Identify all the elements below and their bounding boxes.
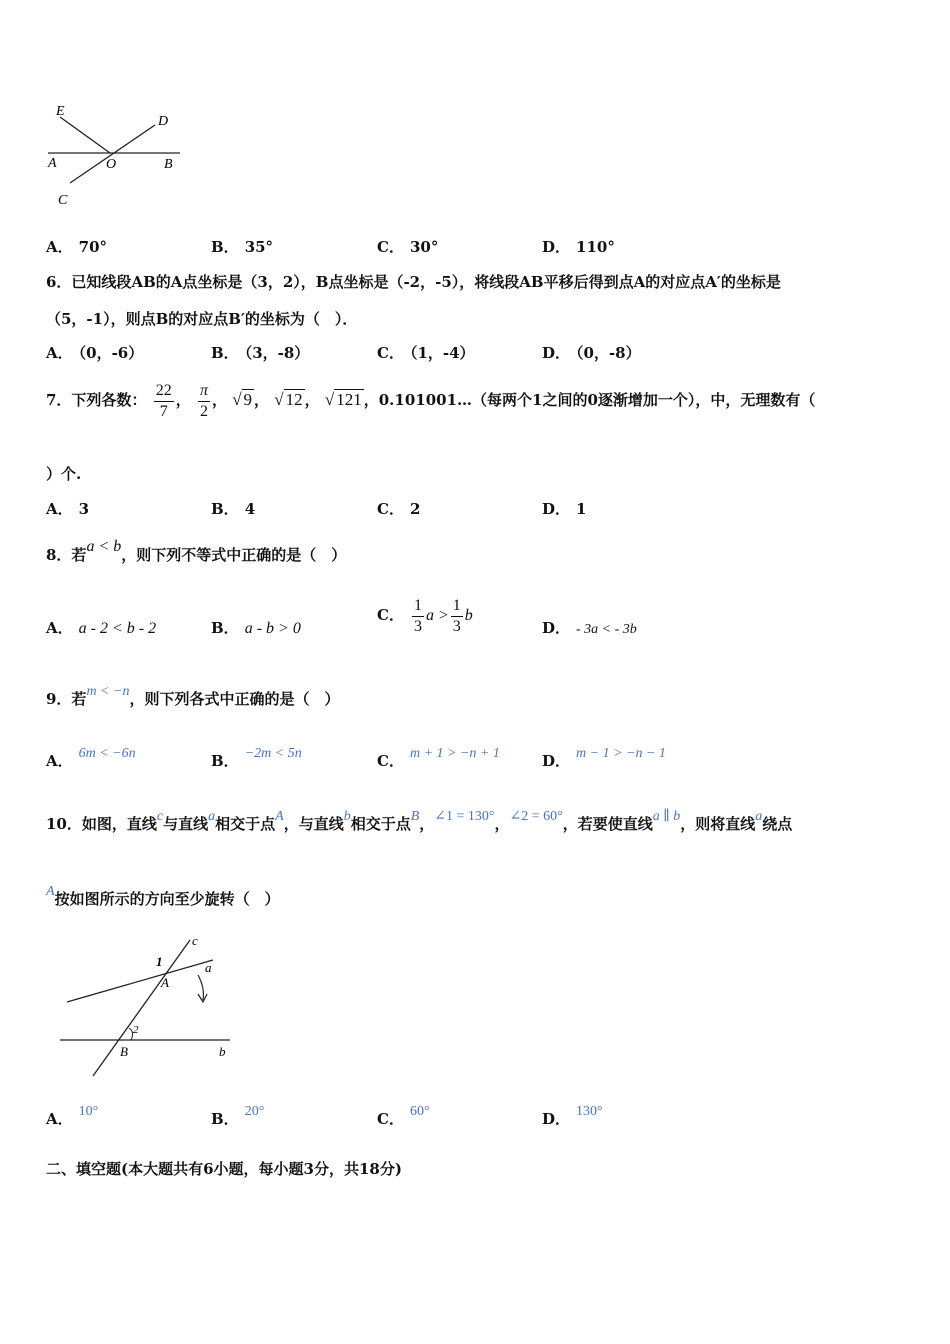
q7-option-c[interactable]: C． 2 [377, 500, 421, 518]
label-b: b [219, 1044, 226, 1059]
label-A: A [161, 975, 169, 990]
label-e: E [56, 104, 65, 119]
q6-option-b[interactable]: B． （3，-8） [211, 344, 310, 362]
q7-option-a[interactable]: A． 3 [46, 500, 90, 518]
sqrt-121: √ 121 [324, 390, 362, 409]
q9-option-d[interactable]: D． m − 1 > −n − 1 [542, 746, 666, 770]
section-2-heading: 二、填空题(本大题共有6小题，每小题3分，共18分) [46, 1160, 402, 1178]
q10-option-b[interactable]: B． 20° [211, 1104, 265, 1128]
q6-stem-line2: （5，-1），则点B的对应点B′的坐标为（ ）． [46, 310, 358, 328]
q10-stem-line2: A按如图所示的方向至少旋转（ ） [46, 884, 280, 908]
q8-condition: a < b [86, 538, 122, 555]
q10-figure [55, 930, 235, 1085]
q8-option-a[interactable]: A． a - 2 < b - 2 [46, 619, 157, 637]
q8-option-d[interactable]: D． - 3a < - 3b [542, 619, 637, 637]
q9-option-b[interactable]: B． −2m < 5n [211, 746, 302, 770]
rotation-arrowhead [198, 994, 207, 1002]
q7-option-b[interactable]: B． 4 [211, 500, 256, 518]
label-c: c [192, 933, 198, 948]
q8-option-c[interactable]: C． $\frac{1}{3}$ a > $\frac{1}{3}$ b [377, 596, 473, 635]
q8-stem: 8．若a < b，则下列不等式中正确的是（ ） [46, 538, 347, 564]
sqrt-9: √ 9 [232, 390, 253, 409]
label-c: C [58, 193, 68, 208]
sqrt-12: √ 12 [274, 390, 303, 409]
q10-stem-line1: 10．如图，直线c与直线a相交于点A，与直线b相交于点B，∠1 = 130°，∠2 = 60°，若要使直线a ∥ b，则将直线a绕点 [46, 809, 793, 833]
q7-stem-line1: 7．下列各数： $\frac{22}{7}$ ， $\frac{\pi}{2}$ ， √ 9 ， √ 12 ， √ 121 ，0.101001…（每两个1之间的0逐渐增加一个），中，无理数有（ [46, 381, 816, 420]
q9-condition: m < −n [86, 684, 130, 699]
q10-option-a[interactable]: A． 10° [46, 1104, 99, 1128]
label-o: O [106, 157, 117, 172]
q6-option-d[interactable]: D． （0，-8） [542, 344, 641, 362]
line-c [93, 940, 190, 1076]
q5-option-a[interactable]: A． 70° [46, 238, 108, 256]
label-b: B [164, 157, 173, 172]
q9-option-c[interactable]: C． m + 1 > −n + 1 [377, 746, 500, 770]
q6-option-a[interactable]: A． （0，-6） [46, 344, 144, 362]
q5-option-d[interactable]: D． 110° [542, 238, 615, 256]
fraction-pi-2: $\frac{\pi}{2}$ [199, 381, 208, 420]
q8-option-b[interactable]: B． a - b > 0 [211, 619, 301, 637]
q9-stem: 9．若m < −n，则下列各式中正确的是（ ） [46, 684, 340, 708]
label-a: a [205, 960, 212, 975]
q10-option-d[interactable]: D． 130° [542, 1104, 603, 1128]
q5-option-c[interactable]: C． 30° [377, 238, 439, 256]
q7-stem-line2: ）个. [46, 465, 82, 483]
q6-option-c[interactable]: C． （1，-4） [377, 344, 475, 362]
label-1: 1 [156, 954, 163, 969]
ray-oe [60, 117, 110, 153]
fraction-22-7: $\frac{22}{7}$ [155, 381, 172, 420]
label-2: 2 [133, 1024, 139, 1036]
q9-option-a[interactable]: A． 6m < −6n [46, 746, 136, 770]
q7-option-d[interactable]: D． 1 [542, 500, 587, 518]
q5-option-b[interactable]: B． 35° [211, 238, 274, 256]
q6-stem-line1: 6．已知线段AB的A点坐标是（3，2），B点坐标是（-2，-5），将线段AB平移后得到点A的对应点A′的坐标是 [46, 273, 781, 291]
q10-option-c[interactable]: C． 60° [377, 1104, 430, 1128]
label-a: A [48, 156, 57, 171]
q5-figure [40, 95, 200, 215]
line-a [67, 960, 213, 1002]
label-d: D [158, 114, 169, 129]
label-B: B [120, 1044, 128, 1059]
